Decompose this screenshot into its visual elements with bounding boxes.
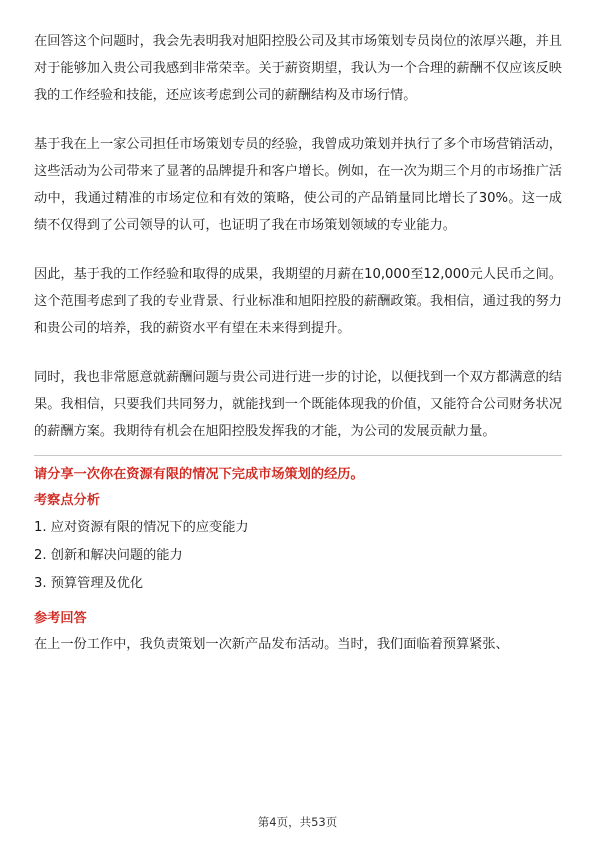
section-divider	[34, 455, 562, 456]
answer-paragraph-1: 在回答这个问题时，我会先表明我对旭阳控股公司及其市场策划专员岗位的浓厚兴趣，并且对于能够加入贵公司我感到非常荣幸。关于薪资期望，我认为一个合理的薪酬不仅应该反映我的工作经验和技能，还应该考虑到公司的薪酬结构及市场行情。	[34, 34, 562, 103]
reference-answer-text: 在上一份工作中，我负责策划一次新产品发布活动。当时，我们面临着预算紧张、	[34, 637, 509, 652]
answer-paragraph-3: 因此，基于我的工作经验和取得的成果，我期望的月薪在10,000至12,000元人民币之间。这个范围考虑到了我的专业背景、行业标准和旭阳控股的薪酬政策。我相信，通过我的努力和贵公司的培养，我的薪资水平有望在未来得到提升。	[34, 267, 562, 336]
list-item: 1. 应对资源有限的情况下的应变能力	[34, 520, 249, 535]
answer-paragraph-2: 基于我在上一家公司担任市场策划专员的经验，我曾成功策划并执行了多个市场营销活动，这些活动为公司带来了显著的品牌提升和客户增长。例如，在一次为期三个月的市场推广活动中，我通过精准的市场定位和有效的策略，使公司的产品销量同比增长了30%。这一成绩不仅得到了公司领导的认可，也证明了我在市场策划领域的专业能力。	[34, 137, 562, 233]
interview-question: 请分享一次你在资源有限的情况下完成市场策划的经历。	[34, 467, 364, 482]
analysis-list	[34, 514, 562, 598]
reference-answer-heading: 参考回答	[34, 611, 87, 626]
list-item: 3. 预算管理及优化	[34, 576, 144, 591]
analysis-heading: 考察点分析	[34, 493, 100, 508]
document-body	[34, 28, 562, 658]
answer-paragraph-4: 同时，我也非常愿意就薪酬问题与贵公司进行进一步的讨论，以便找到一个双方都满意的结果。我相信，只要我们共同努力，就能找到一个既能体现我的价值，又能符合公司财务状况的薪酬方案。我期待有机会在旭阳控股发挥我的才能，为公司的发展贡献力量。	[34, 370, 562, 439]
page-number: 第4页，共53页	[257, 815, 338, 829]
list-item: 2. 创新和解决问题的能力	[34, 548, 183, 563]
